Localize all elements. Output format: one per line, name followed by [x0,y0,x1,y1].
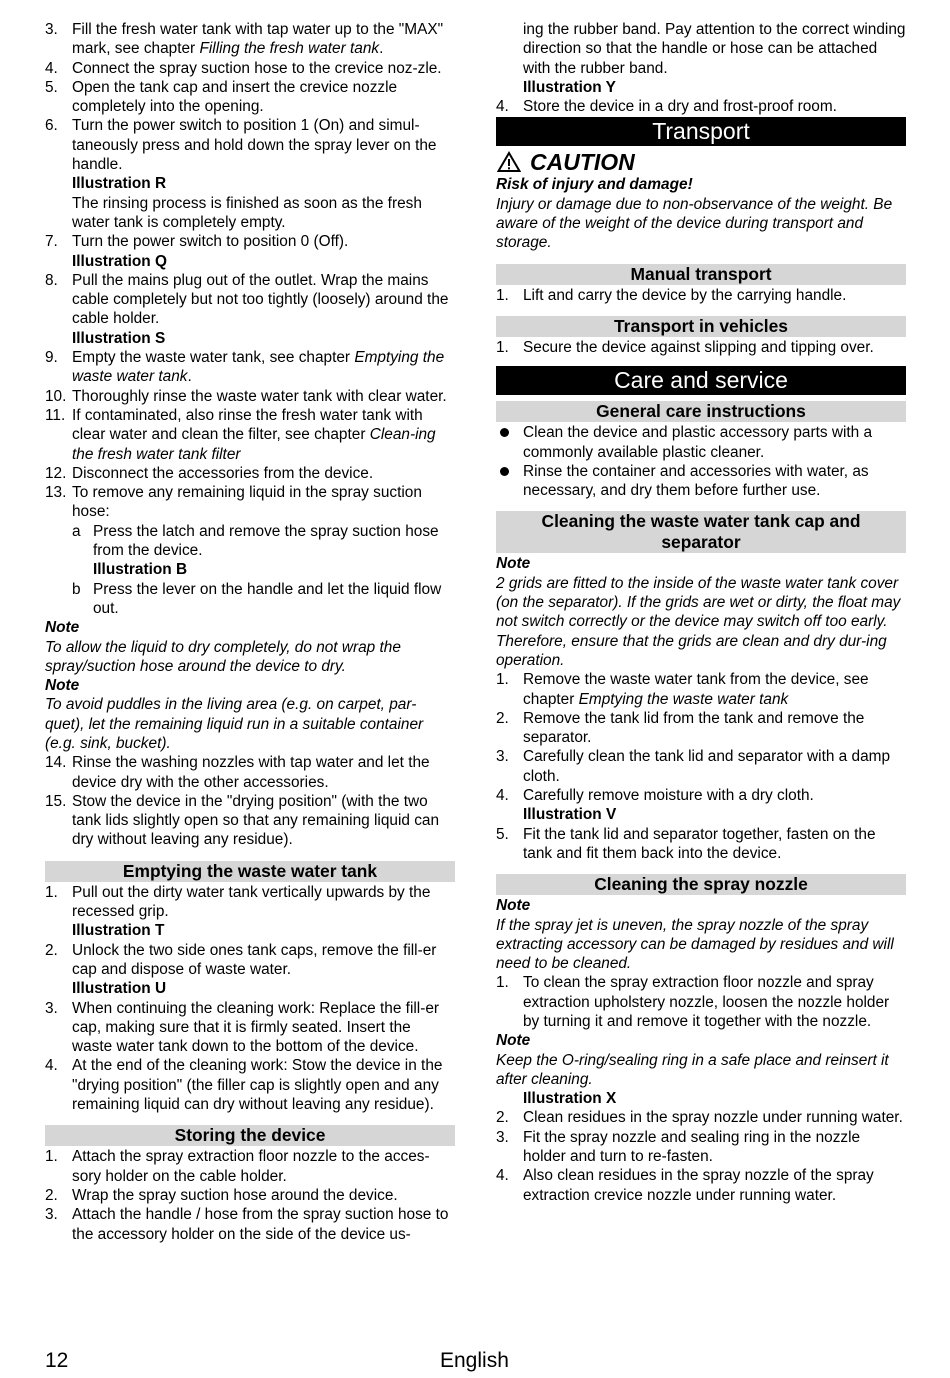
item-body: Attach the spray extraction floor nozzle to the acces-sory holder on the cable holder. [72,1148,430,1185]
item-text [72,464,455,483]
item-number: 4. [45,59,58,77]
item-number: 15. [45,792,67,810]
list-item [496,670,906,709]
item-text [72,941,455,999]
chapter-reference: Emptying the waste water tank [72,349,445,386]
note-text: If the spray jet is uneven, the spray nozzle of the spray extracting accessory can be damaged by residues and will need to be cleaned. [496,916,894,973]
bullet-item [496,423,906,462]
item-number: 1. [496,338,509,356]
list-item [496,1128,906,1167]
list-item [45,883,455,941]
chapter-reference: Filling the fresh water tank [199,40,380,58]
item-number: 8. [45,271,58,289]
item-body: Turn the power switch to position 1 (On) and simul-taneously press and hold down the spray lever on the handle. [72,117,437,174]
item-text [523,1108,906,1127]
item-number: 1. [496,286,509,304]
item-body: Remove the tank lid from the tank and remove the separator. [523,709,865,747]
item-number: 10. [45,387,67,405]
item-number: 6. [45,117,58,135]
list-item [45,387,455,406]
list-item [45,232,455,271]
list-item [45,1205,455,1244]
cleaning-steps-list-continued [45,753,455,849]
item-number: 3. [496,1128,509,1146]
item-suffix: . [379,40,384,58]
item-number: 13. [45,484,67,502]
item-number: 1. [496,974,509,992]
list-item [45,753,455,792]
item-body: Remove the waste water tank from the device, see chapter [523,671,869,708]
item-number: 5. [496,825,509,843]
note-1 [45,618,455,676]
storing-continuation [496,20,906,97]
item-number: a [72,522,81,540]
note-label: Note [496,897,531,915]
list-item [45,1147,455,1186]
item-body: Carefully remove moisture with a dry cloth. [523,787,814,805]
list-item [496,786,906,825]
item-text [72,406,455,464]
bullet-icon [496,462,523,501]
item-text [72,387,455,406]
item-body: Unlock the two side ones tank caps, remove the fill-er cap and dispose of waste water. [72,941,437,978]
page-number: 12 [45,1349,69,1372]
item-text [72,59,455,78]
item-number: 2. [45,1186,58,1204]
illustration-ref: Illustration V [523,806,617,824]
heading-care-and-service: Care and service [496,366,906,395]
item-text [72,1147,455,1186]
heading-storing-device: Storing the device [45,1125,455,1146]
item-text [93,580,455,619]
item-number: 3. [45,21,58,38]
list-item [45,116,455,232]
item-body: Stow the device in the "drying position" (with the two tank lids slightly open so that any remaining liquid can dry without leaving any residue). [72,792,440,849]
list-item [496,1108,906,1127]
list-item [45,78,455,117]
item-body: At the end of the cleaning work: Stow the device in the "drying position" (the filler cap is slightly open and any remaining liquid can dry without leaving any residue). [72,1057,443,1114]
item-body: When continuing the cleaning work: Replace the fill-er cap, making sure that it is firmly seated. Insert the waste water tank down to the bottom of the device. [72,999,440,1056]
note-text: Therefore, ensure that the grids are clean and dry dur-ing operation. [496,632,887,669]
illustration-ref: Illustration T [72,922,165,940]
bullet-text: Clean the device and plastic accessory parts with a commonly available plastic cleaner. [523,424,873,461]
item-text [523,825,906,864]
list-item [45,1056,455,1114]
list-item [45,1186,455,1205]
list-item [45,464,455,483]
list-item [45,406,455,464]
item-text [93,522,455,580]
list-item [496,286,906,305]
illustration-ref: Illustration Y [523,78,616,96]
item-body: Attach the handle / hose from the spray suction hose to the accessory holder on the side of the device us- [72,1206,449,1243]
item-number: 7. [45,233,58,251]
item-body: Open the tank cap and insert the crevice nozzle completely into the opening. [72,78,398,116]
heading-transport-in-vehicles: Transport in vehicles [496,316,906,337]
item-body: Carefully clean the tank lid and separator with a damp cloth. [523,748,891,785]
caution-subtitle: Risk of injury and damage! [496,176,693,194]
list-item [45,999,455,1057]
item-text [523,709,906,748]
item-number: 2. [496,1109,509,1127]
list-item [45,941,455,999]
continuation-text: ing the rubber band. Pay attention to the correct winding direction so that the handle or hose can be attached with the rubber band. [523,21,906,77]
list-item [496,825,906,864]
list-item [72,522,455,580]
item-body: To remove any remaining liquid in the spray suction hose: [72,484,422,521]
list-item [72,580,455,619]
item-body: Press the latch and remove the spray suction hose from the device. [93,522,439,560]
list-item [496,973,906,1031]
item-number: 1. [496,671,509,689]
item-number: 3. [45,999,58,1017]
item-body: Pull the mains plug out of the outlet. Wrap the mains cable completely but not too tightly (loosely) around the cable holder. [72,271,449,328]
bullet-text: Rinse the container and accessories with water, as necessary, and dry them before further use. [523,462,869,500]
item-text [523,670,906,709]
note-label: Note [45,677,80,695]
bullet-icon [496,423,523,462]
item-text: Lift and carry the device by the carrying handle. [523,286,847,304]
heading-emptying-waste-water-tank: Emptying the waste water tank [45,861,455,882]
note-label: Note [496,1032,531,1050]
list-item [45,792,455,850]
list-item [45,20,455,59]
item-body: Press the lever on the handle and let the liquid flow out. [93,580,442,617]
item-text [72,348,455,387]
item-number: 4. [496,787,509,805]
item-number: 5. [45,78,58,96]
item-text [72,20,455,59]
item-number: 4. [45,1057,58,1075]
list-item [496,1166,906,1205]
heading-manual-transport: Manual transport [496,264,906,285]
illustration-ref: Illustration R [72,175,167,193]
sub-steps-list [45,522,455,618]
item-number: 14. [45,754,67,772]
item-text [72,883,455,941]
item-number: 11. [45,406,66,424]
item-text [72,271,455,348]
heading-cleaning-cap-separator: Cleaning the waste water tank cap and separator [496,511,906,553]
item-number: 3. [496,748,509,766]
item-body: Disconnect the accessories from the device. [72,464,374,482]
item-body: Clean residues in the spray nozzle under running water. [523,1109,903,1127]
illustration-ref: Illustration X [523,1090,617,1108]
list-item [496,747,906,786]
item-number: b [72,580,81,598]
item-text [72,78,455,117]
list-item [496,338,906,357]
chapter-reference: Emptying the waste water tank [578,690,789,708]
item-body: Connect the spray suction hose to the crevice noz-zle. [72,59,442,77]
item-body: Thoroughly rinse the waste water tank with clear water. [72,387,447,405]
illustration-ref: Illustration U [72,980,167,998]
item-text [72,753,455,792]
caution-text: Injury or damage due to non-observance of the weight. Be aware of the weight of the device during transport and storage. [496,195,893,252]
left-column [45,20,455,1244]
item-number: 1. [45,1148,58,1166]
item-number: 12. [45,464,67,482]
item-text [72,792,455,850]
item-number: 3. [45,1206,58,1224]
item-body: Rinse the washing nozzles with tap water and let the device dry with the other accessories. [72,754,430,791]
item-text [72,1205,455,1244]
item-text: Store the device in a dry and frost-proof room. [523,98,837,116]
illustration-ref: Illustration S [72,329,166,347]
heading-transport: Transport [496,117,906,146]
footer-language: English [440,1349,509,1372]
illustration-ref: Illustration Q [72,252,167,270]
item-text: Secure the device against slipping and tipping over. [523,338,874,356]
item-body: Turn the power switch to position 0 (Off). [72,233,349,251]
item-text [72,999,455,1057]
item-text [523,747,906,786]
note-text: To allow the liquid to dry completely, do not wrap the spray/suction hose around the device to dry. [45,638,401,675]
item-suffix: . [187,368,192,386]
note-2 [45,676,455,753]
item-body: Pull out the dirty water tank vertically upwards by the recessed grip. [72,883,431,921]
item-text [72,1056,455,1114]
note-text: 2 grids are fitted to the inside of the waste water tank cover (on the separator). If the grids are wet or dirty, the float may not switch correctly or the device may switch off too early. [496,574,901,631]
item-text [72,232,455,271]
item-body: Also clean residues in the spray nozzle of the spray extraction crevice nozzle under running water. [523,1167,874,1204]
item-number: 2. [496,709,509,727]
nozzle-steps-list [496,1108,906,1204]
item-number: 4. [496,1167,509,1185]
emptying-steps-list [45,883,455,1115]
storing-steps-list [45,1147,455,1243]
note-label: Note [45,619,80,637]
heading-cleaning-spray-nozzle: Cleaning the spray nozzle [496,874,906,895]
item-number: 4. [496,98,509,116]
note-text: Keep the O-ring/sealing ring in a safe place and reinsert it after cleaning. [496,1051,889,1088]
cleaning-steps-list [45,20,455,522]
chapter-reference: Clean-ing the fresh water tank filter [72,426,436,463]
list-item [45,271,455,348]
list-item [45,59,455,78]
right-column [496,20,906,1205]
list-item [45,348,455,387]
heading-general-care: General care instructions [496,401,906,422]
item-text [523,1166,906,1205]
item-text: To clean the spray extraction floor nozzle and spray extraction upholstery nozzle, loosen the nozzle holder by turning it and remove it together with the nozzle. [523,974,890,1030]
item-body: Empty the waste water tank, see chapter [72,349,355,367]
item-text [523,786,906,825]
note-text: To avoid puddles in the living area (e.g. on carpet, par-quet), let the remaining liquid run in a suitable container (e.g. sink, bucket). [45,696,424,752]
item-text [72,116,455,232]
general-care-bullets [496,423,906,500]
list-item [496,709,906,748]
list-item [496,97,906,116]
item-extra: The rinsing process is finished as soon as the fresh water tank is completely empty. [72,194,422,231]
bullet-item [496,462,906,501]
note-label: Note [496,555,531,573]
item-text [72,483,455,522]
item-body: Fill the fresh water tank with tap water up to the "MAX" mark, see chapter [72,21,444,58]
list-item [45,483,455,522]
cap-steps-list [496,670,906,863]
item-number: 9. [45,349,58,367]
illustration-ref: Illustration B [93,561,188,579]
warning-triangle-icon [497,151,521,173]
caution-word: CAUTION [530,149,635,176]
caution-header [496,149,906,175]
item-text [523,1128,906,1167]
item-body: If contaminated, also rinse the fresh water tank with clear water and clean the filter, see chapter [72,406,423,444]
item-body: Fit the tank lid and separator together, fasten on the tank and fit them back into the device. [523,825,876,862]
item-text [72,1186,455,1205]
item-body: Fit the spray nozzle and sealing ring in the nozzle holder and turn to re-fasten. [523,1128,861,1166]
item-body: Wrap the spray suction hose around the device. [72,1186,398,1204]
item-number: 1. [45,883,58,901]
item-number: 2. [45,941,58,959]
